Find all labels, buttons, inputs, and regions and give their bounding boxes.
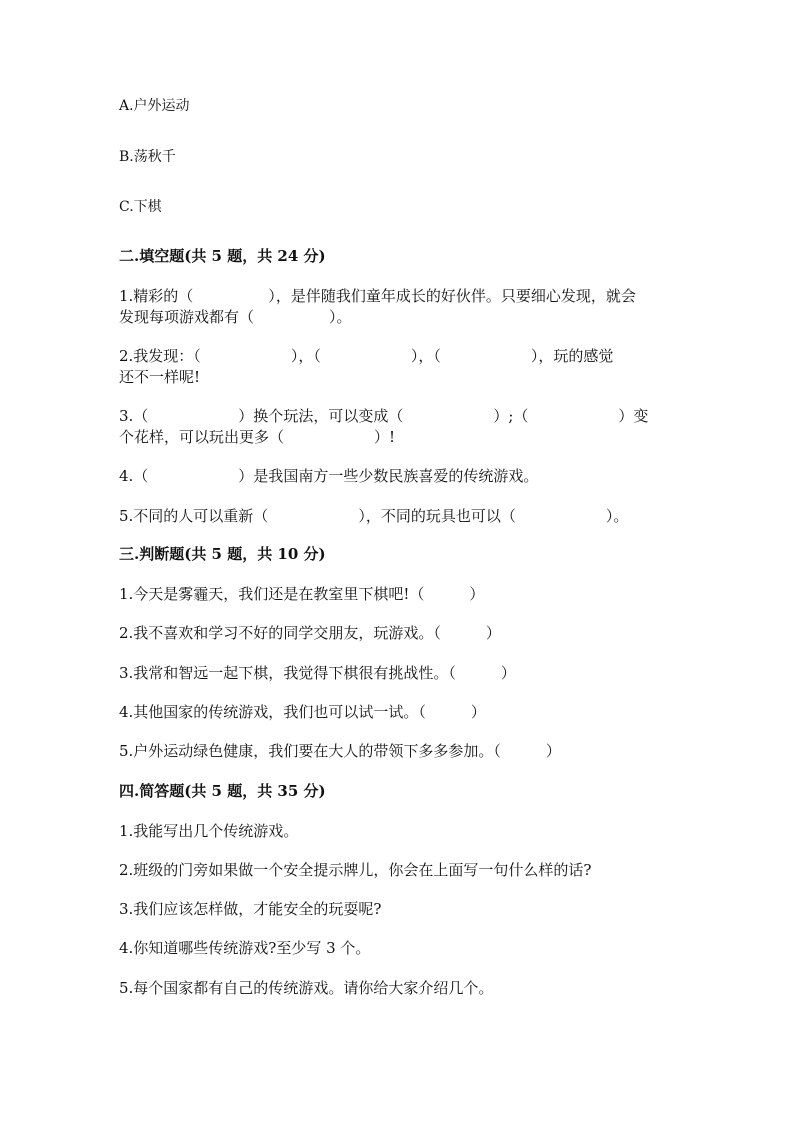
fill-blank-q1-line1: 1.精彩的（ ），是伴随我们童年成长的好伙伴。只要细心发现，就会 [119,287,636,305]
option-b: B.荡秋千 [119,149,176,165]
short-answer-item-1: 1.我能写出几个传统游戏。 [119,822,299,840]
section-heading-short-answer: 四.简答题(共 5 题，共 35 分) [119,782,326,800]
short-answer-item-2: 2.班级的门旁如果做一个安全提示牌儿，你会在上面写一句什么样的话? [119,861,592,879]
true-false-item-4: 4.其他国家的传统游戏，我们也可以试一试。（ ） [119,703,486,721]
fill-blank-q2-line1: 2.我发现：（ ），（ ），（ ），玩的感觉 [119,347,614,365]
option-a: A.户外运动 [119,98,190,114]
section-heading-true-false: 三.判断题(共 5 题，共 10 分) [119,545,326,563]
fill-blank-q4: 4.（ ）是我国南方一些少数民族喜爱的传统游戏。 [119,467,539,485]
fill-blank-q1-line2: 发现每项游戏都有（ ）。 [119,308,352,326]
section-heading-fill-blank: 二.填空题(共 5 题，共 24 分) [119,247,326,265]
short-answer-item-3: 3.我们应该怎样做，才能安全的玩耍呢? [119,900,382,918]
true-false-item-1: 1.今天是雾霾天，我们还是在教室里下棋吧!（ ） [119,585,485,603]
true-false-item-3: 3.我常和智远一起下棋，我觉得下棋很有挑战性。（ ） [119,664,516,682]
fill-blank-q2-line2: 还不一样呢! [119,368,201,386]
fill-blank-q5: 5.不同的人可以重新（ ），不同的玩具也可以（ ）。 [119,507,629,525]
fill-blank-q3-line1: 3.（ ）换个玩法，可以变成（ ）;（ ）变 [119,407,649,425]
true-false-item-2: 2.我不喜欢和学习不好的同学交朋友，玩游戏。（ ） [119,624,501,642]
option-c: C.下棋 [119,199,162,215]
short-answer-item-4: 4.你知道哪些传统游戏?至少写 3 个。 [119,939,371,957]
true-false-item-5: 5.户外运动绿色健康，我们要在大人的带领下多多参加。（ ） [119,742,561,760]
short-answer-item-5: 5.每个国家都有自己的传统游戏。请你给大家介绍几个。 [119,979,494,997]
fill-blank-q3-line2: 个花样，可以玩出更多（ ）! [119,428,396,446]
